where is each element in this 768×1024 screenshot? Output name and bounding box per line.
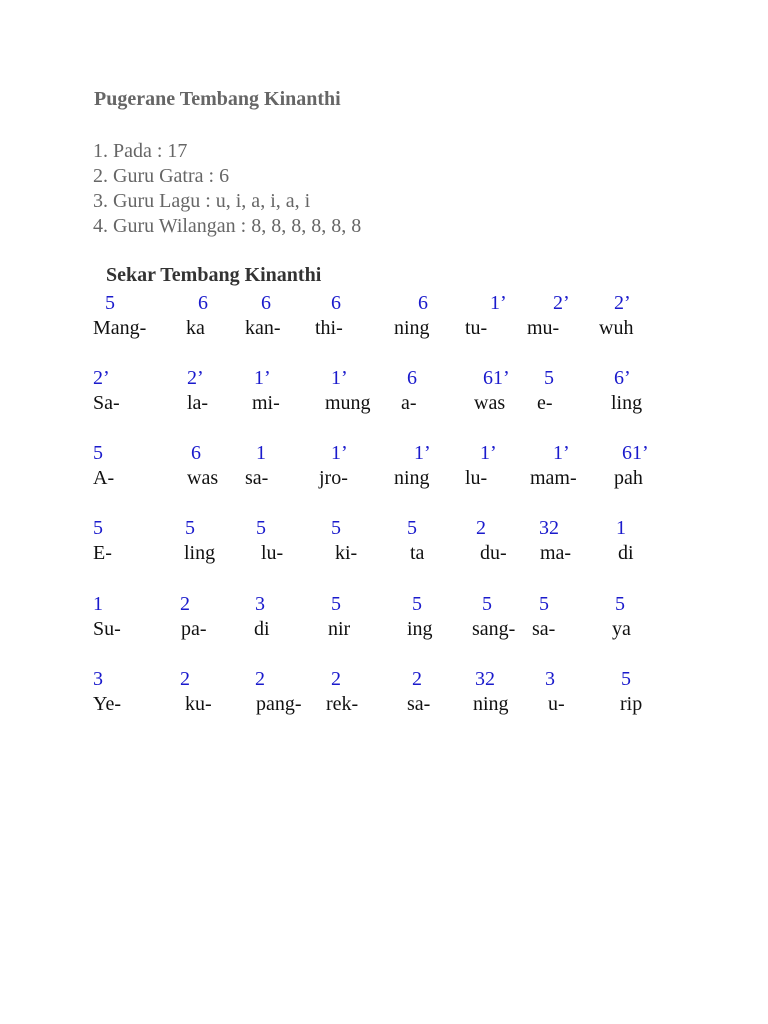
lyric-syllable: di — [254, 618, 270, 640]
rule-item: 4. Guru Wilangan : 8, 8, 8, 8, 8, 8 — [93, 215, 362, 237]
lyrics-line — [0, 316, 768, 340]
note: 2’ — [614, 292, 631, 314]
lyric-syllable: ta — [410, 542, 425, 564]
note: 1’ — [331, 367, 348, 389]
note: 2 — [180, 668, 190, 690]
lyric-syllable: Ye- — [93, 693, 121, 715]
note: 6 — [418, 292, 428, 314]
note: 61’ — [622, 442, 649, 464]
notation-line — [0, 441, 768, 465]
note: 5 — [407, 517, 417, 539]
note: 3 — [93, 668, 103, 690]
stanza — [0, 291, 768, 341]
note: 2’ — [93, 367, 110, 389]
lyric-syllable: nir — [328, 618, 351, 640]
note: 2’ — [187, 367, 204, 389]
lyrics-line — [0, 617, 768, 641]
note: 1 — [93, 593, 103, 615]
lyric-syllable: ning — [394, 317, 430, 339]
lyric-syllable: Mang- — [93, 317, 147, 339]
rule-item: 2. Guru Gatra : 6 — [93, 165, 230, 187]
lyric-syllable: sa- — [532, 618, 556, 640]
notation-line — [0, 667, 768, 691]
lyrics-line — [0, 541, 768, 565]
rules-list — [93, 139, 361, 239]
lyric-syllable: rek- — [326, 693, 359, 715]
note: 5 — [544, 367, 554, 389]
lyric-syllable: was — [187, 467, 219, 489]
lyric-syllable: thi- — [315, 317, 343, 339]
notation-line — [0, 516, 768, 540]
document-title: Pugerane Tembang Kinanthi — [94, 88, 341, 110]
lyric-syllable: was — [474, 392, 506, 414]
rule-item: 1. Pada : 17 — [93, 140, 188, 162]
note: 2 — [255, 668, 265, 690]
lyric-syllable: di — [618, 542, 634, 564]
lyric-syllable: ning — [394, 467, 430, 489]
stanza — [0, 516, 768, 566]
lyrics-line — [0, 391, 768, 415]
lyric-syllable: mi- — [252, 392, 280, 414]
lyric-syllable: pang- — [256, 693, 302, 715]
lyric-syllable: e- — [537, 392, 553, 414]
song-title: Sekar Tembang Kinanthi — [106, 264, 322, 286]
lyric-syllable: ling — [611, 392, 643, 414]
note: 3 — [545, 668, 555, 690]
note: 5 — [539, 593, 549, 615]
lyric-syllable: lu- — [261, 542, 284, 564]
note: 5 — [93, 517, 103, 539]
note: 5 — [621, 668, 631, 690]
notation-line — [0, 366, 768, 390]
notation-line — [0, 291, 768, 315]
note: 2 — [476, 517, 486, 539]
lyric-syllable: ka — [186, 317, 205, 339]
note: 5 — [331, 517, 341, 539]
note: 5 — [482, 593, 492, 615]
note: 32 — [539, 517, 559, 539]
note: 2 — [180, 593, 190, 615]
note: 1’ — [414, 442, 431, 464]
lyric-syllable: sa- — [407, 693, 431, 715]
lyric-syllable: wuh — [599, 317, 634, 339]
lyric-syllable: mung — [325, 392, 371, 414]
note: 1’ — [254, 367, 271, 389]
lyric-syllable: u- — [548, 693, 565, 715]
note: 2 — [412, 668, 422, 690]
note: 5 — [331, 593, 341, 615]
note: 5 — [185, 517, 195, 539]
stanza — [0, 592, 768, 642]
note: 32 — [475, 668, 495, 690]
note: 6 — [191, 442, 201, 464]
note: 6 — [331, 292, 341, 314]
lyric-syllable: jro- — [319, 467, 348, 489]
note: 1’ — [490, 292, 507, 314]
note: 6 — [407, 367, 417, 389]
lyric-syllable: Sa- — [93, 392, 120, 414]
notation-line — [0, 592, 768, 616]
lyric-syllable: mu- — [527, 317, 560, 339]
note: 5 — [615, 593, 625, 615]
lyric-syllable: ku- — [185, 693, 212, 715]
note: 1’ — [480, 442, 497, 464]
note: 1’ — [331, 442, 348, 464]
lyric-syllable: kan- — [245, 317, 281, 339]
lyric-syllable: ing — [407, 618, 433, 640]
note: 61’ — [483, 367, 510, 389]
note: 6 — [261, 292, 271, 314]
lyric-syllable: ning — [473, 693, 509, 715]
lyric-syllable: E- — [93, 542, 112, 564]
lyrics-line — [0, 466, 768, 490]
lyric-syllable: a- — [401, 392, 417, 414]
lyric-syllable: la- — [187, 392, 209, 414]
lyric-syllable: mam- — [530, 467, 577, 489]
note: 2 — [331, 668, 341, 690]
lyric-syllable: rip — [620, 693, 643, 715]
lyric-syllable: sang- — [472, 618, 516, 640]
stanza — [0, 441, 768, 491]
lyric-syllable: ma- — [540, 542, 572, 564]
lyric-syllable: du- — [480, 542, 507, 564]
note: 3 — [255, 593, 265, 615]
rule-item: 3. Guru Lagu : u, i, a, i, a, i — [93, 190, 311, 212]
note: 5 — [93, 442, 103, 464]
lyric-syllable: tu- — [465, 317, 488, 339]
lyrics-line — [0, 692, 768, 716]
note: 5 — [256, 517, 266, 539]
stanza — [0, 667, 768, 717]
note: 1’ — [553, 442, 570, 464]
lyric-syllable: ki- — [335, 542, 358, 564]
note: 5 — [412, 593, 422, 615]
lyric-syllable: pah — [614, 467, 643, 489]
note: 6’ — [614, 367, 631, 389]
lyric-syllable: ya — [612, 618, 631, 640]
lyric-syllable: Su- — [93, 618, 121, 640]
note: 5 — [105, 292, 115, 314]
note: 6 — [198, 292, 208, 314]
lyric-syllable: sa- — [245, 467, 269, 489]
lyric-syllable: pa- — [181, 618, 207, 640]
note: 2’ — [553, 292, 570, 314]
lyric-syllable: ling — [184, 542, 216, 564]
lyric-syllable: A- — [93, 467, 115, 489]
note: 1 — [616, 517, 626, 539]
stanza — [0, 366, 768, 416]
note: 1 — [256, 442, 266, 464]
lyric-syllable: lu- — [465, 467, 488, 489]
